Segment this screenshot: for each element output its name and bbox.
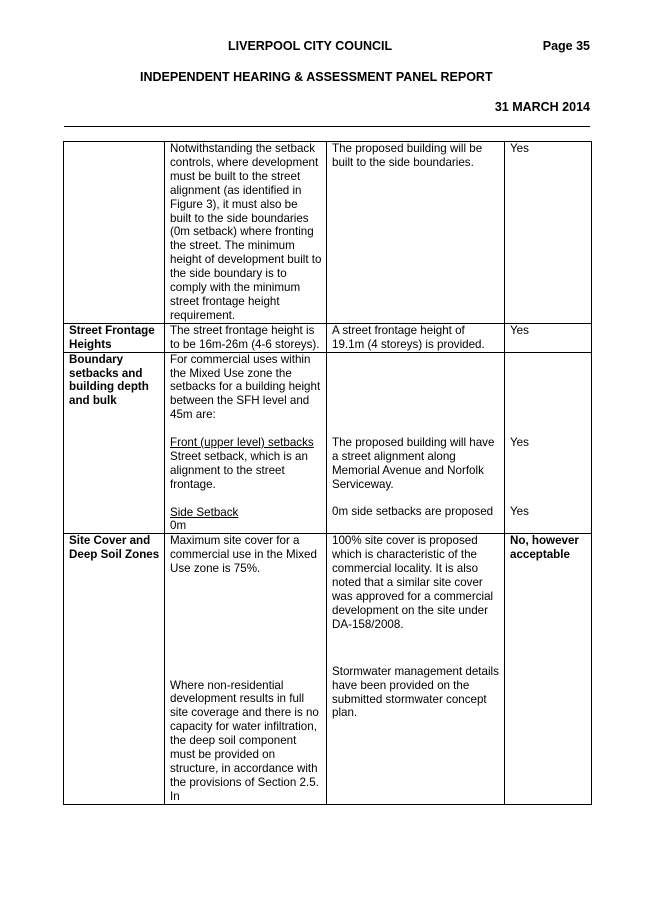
table-row [64,352,592,534]
proposal-cell: The proposed building will be built to the side boundaries. [327,142,505,324]
header-rule [64,126,590,127]
front-setback-proposal: The proposed building will have a street alignment along Memorial Avenue and Norfolk Serviceway. [332,435,495,491]
site-cover-control: Maximum site cover for a commercial use in the Mixed Use zone is 75%. [170,534,317,576]
compliance-cell: No, however acceptable [505,534,592,804]
side-setback-compliance: Yes [510,505,529,519]
proposal-cell [327,534,505,804]
front-setback-heading: Front (upper level) setbacks [170,436,314,450]
deep-soil-control: Where non-residential development results in full site coverage and there is no capacity for water infiltration, the deep soil component must be provided on structure, in accordance with the provisions of Section 2.5. In [170,678,319,803]
row-label-cell [64,142,165,324]
control-cell: Notwithstanding the setback controls, where development must be built to the street alignment (as identified in Figure 3), it must also be built to the side boundaries (0m setback) where fronting the street. The minimum height of development built to the side boundary is to comply with the minimum street frontage height requirement. [165,142,327,324]
compliance-cell [505,352,592,534]
table-row [64,142,592,324]
stormwater-proposal: Stormwater management details have been provided on the submitted stormwater concept plan. [332,664,499,720]
side-setback-control: 0m [170,519,187,533]
control-cell [165,534,327,804]
assessment-table [63,141,592,805]
control-intro: For commercial uses within the Mixed Use zone the setbacks for a building height between the SFH level and 45m are: [170,352,321,422]
front-setback-compliance: Yes [510,435,529,449]
proposal-cell [327,352,505,534]
proposal-cell: A street frontage height of 19.1m (4 storeys) is provided. [327,323,505,352]
table-row [64,323,592,352]
report-title: INDEPENDENT HEARING & ASSESSMENT PANEL REPORT [140,70,493,84]
side-setback-proposal: 0m side setbacks are proposed [332,505,494,519]
side-setback-heading: Side Setback [170,505,239,519]
front-setback-control: Street setback, which is an alignment to the street frontage. [170,449,308,491]
row-label-cell: Boundary setbacks and building depth and bulk [64,352,165,534]
table-row [64,534,592,804]
control-cell: The street frontage height is to be 16m-26m (4-6 storeys). [165,323,327,352]
row-label-cell: Site Cover and Deep Soil Zones [64,534,165,804]
site-cover-proposal: 100% site cover is proposed which is characteristic of the commercial locality. It is also noted that a similar site cover was approved for a commercial development on the site under DA-158/2008. [332,534,494,631]
compliance-cell: Yes [505,323,592,352]
row-label-cell: Street Frontage Heights [64,323,165,352]
compliance-cell: Yes [505,142,592,324]
control-cell [165,352,327,534]
council-name: LIVERPOOL CITY COUNCIL [228,39,393,53]
page-number: Page 35 [542,39,590,53]
report-date: 31 MARCH 2014 [494,100,590,114]
